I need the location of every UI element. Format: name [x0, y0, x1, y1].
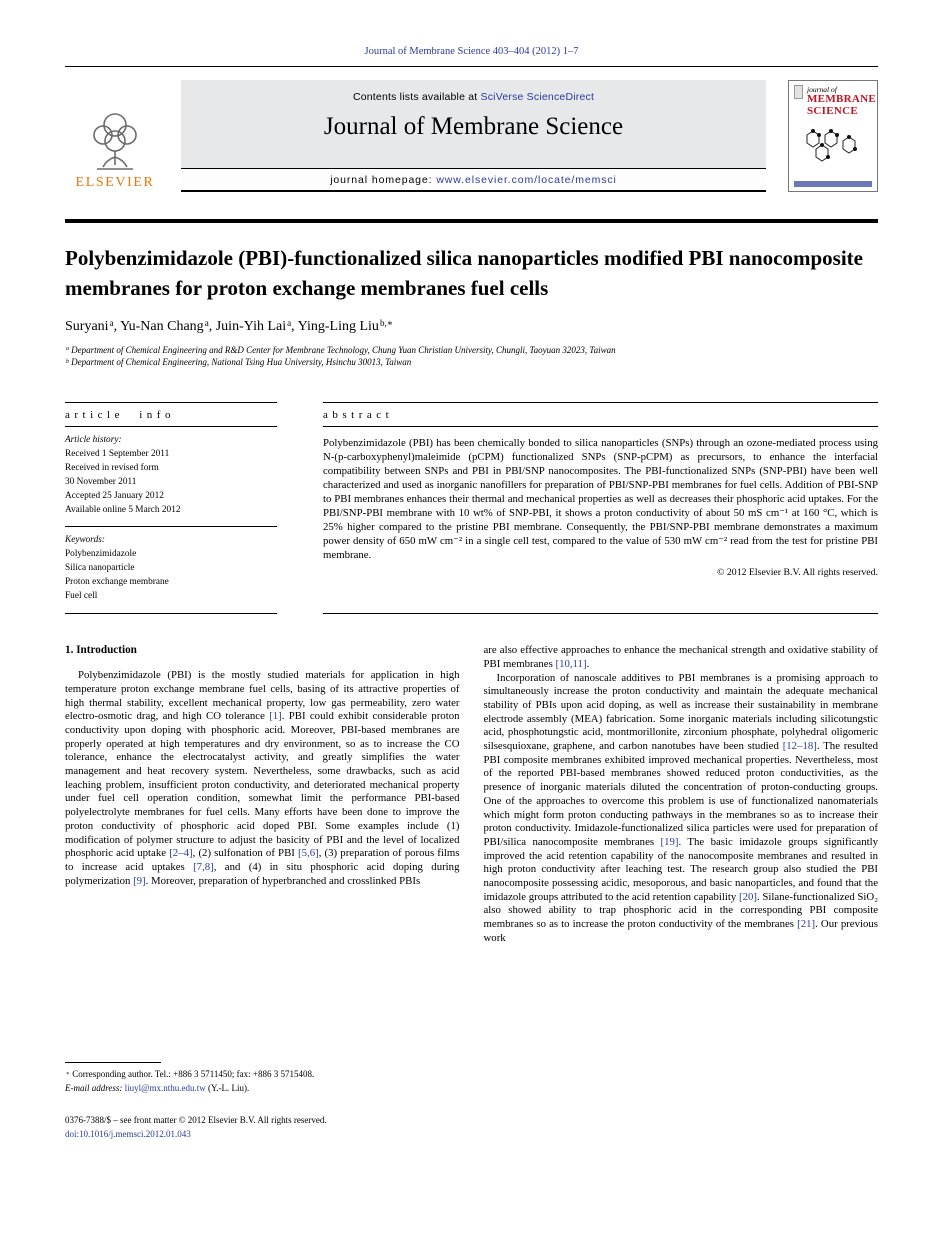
- info-bottom-rule: [65, 613, 277, 614]
- article-title: Polybenzimidazole (PBI)-functionalized silica nanoparticles modified PBI nanocomposite membranes for proton exchange membranes fuel cells: [65, 246, 863, 300]
- cover-membrane: MEMBRANE: [807, 93, 877, 105]
- history-line: Available online 5 March 2012: [65, 504, 181, 515]
- body-column-right: [484, 644, 879, 1096]
- footnote-block: [65, 1050, 460, 1096]
- author-affiliation-sup: a: [204, 317, 209, 328]
- citation-link[interactable]: [19]: [660, 835, 679, 848]
- keywords-label: Keywords:: [65, 535, 105, 546]
- corresponding-author-text: Corresponding author. Tel.: +886 3 5711450; fax: +886 3 5715408.: [72, 1069, 315, 1080]
- imprint-block: [65, 1114, 878, 1142]
- author-affiliation-sup: a: [287, 317, 292, 328]
- intro-paragraph-1: Polybenzimidazole (PBI) is the mostly studied materials for application in high temperature proton exchange membrane fuel cells, basing of its attractive properties of high thermal stability, excellent mechanical property, low gas permeability, zero water electro-osmotic drag, and high CO tolerance [1]. PBI could exhibit considerable proton conductivity upon doping with phosphoric acid. Moreover, PBI-based membranes are properly operated at high temperatures and dry environment, so as to increase the CO tolerance, enhance the electrocatalyst activity, and greatly simplifies the water management and heat recovery system. Nevertheless, some drawbacks, such as acid leaching problem, insufficient proton conductivity, and deteriorated mechanical property under fuel cell operation condition, somewhat limit the performance PBI-based polyelectrolyte membranes for fuel cells. Many efforts have been done to improve the proton conductivity of phosphoric acid doped PBI. Some examples include (1) modification of polymer structure to adjust the basicity of PBI and the level of localized phosphoric acid uptake [2–4], (2) sulfonation of PBI [5,6], (3) preparation of porous films to increase acid uptakes [7,8], and (4) in situ phosphoric acid doping during polymerization [9]. Moreover, preparation of hyperbranched and crosslinked PBIs: [65, 669, 460, 887]
- cover-elsevier-mark-icon: [794, 85, 803, 99]
- intro-paragraph-2: Incorporation of nanoscale additives to PBI membranes is a promising approach to simultaneously increase the proton conductivity and maintain the adequate mechanical stability of PBIs upon acid doping, as well as increase their sustainability in membrane electrode assembly (MEA) fabrication. Some inorganic materials including silicotungstic acid, phosphotungstic acid, montmorillonite, zirconium phosphate, polyhedral oligomeric silsesquioxane, graphene, and carbon nanotubes have been studied [12–18]. The resulted PBI composite membranes exhibited improved mechanical properties. Nevertheless, most of the reported PBI-based membranes showed reduced proton conductivities, as the presence of inorganic materials diluted the concentration of proton-conducting groups. One of the approaches to overcome this problem is use of functionalized nanomaterials which might form proton conducting pathways in the membranes so as to increase their proton conductivity. Imidazole-functionalized silica particles were used for preparation of PBI/silica nanocomposite membranes [19]. The basic imidazole groups significantly improved the acid retention capability of the nanocomposite membranes and resulted in high proton conductivity after leaching test. The research group also studied the PBI nanocomposite possessing acidic, mesoporous, and basic nanoparticles, and found that the imidazole groups attributed to the acid retention capability [20]. Silane-functionalized SiO₂ also showed ability to trap phosphoric acid in the corresponding PBI composite membranes so as to increase the proton conductivity of the membranes [21]. Our previous work: [483, 671, 878, 944]
- citation-link[interactable]: [12–18]: [782, 740, 817, 753]
- abstract-column: [323, 402, 878, 614]
- keyword: Proton exchange membrane: [65, 577, 169, 588]
- journal-banner-title: Journal of Membrane Science: [323, 113, 624, 140]
- cover-header: [794, 85, 877, 118]
- cover-footer-band: [794, 181, 872, 187]
- homepage-band: [181, 168, 766, 192]
- article-history-block: [65, 427, 277, 527]
- author-line: Suryani$^a$, Yu-Nan Chang$^a$, Juin-Yih Lai$^a$, Ying-Ling Liu$^{b,∗}$: [65, 317, 393, 334]
- contents-prefix: Contents lists available at: [352, 91, 481, 103]
- footnote-rule: [65, 1062, 161, 1063]
- molecule-pattern-icon: [797, 123, 869, 165]
- article-body: [65, 644, 878, 1096]
- keyword: Silica nanoparticle: [65, 563, 135, 574]
- footnote-star: ∗: [66, 1070, 70, 1077]
- history-line: Accepted 25 January 2012: [65, 490, 164, 501]
- keywords-block: [65, 527, 277, 613]
- cover-science: SCIENCE: [807, 104, 859, 117]
- info-abstract-section: [65, 402, 878, 614]
- abstract-heading: abstract: [323, 408, 394, 421]
- history-line: 30 November 2011: [65, 476, 137, 487]
- contents-line: [181, 80, 766, 103]
- journal-citation-line[interactable]: Journal of Membrane Science 403–404 (2012) 1–7: [364, 46, 579, 57]
- banner-middle: [181, 80, 766, 192]
- article-history-label: Article history:: [65, 434, 122, 445]
- corresponding-author-line: [65, 1068, 460, 1082]
- separator-bar: [65, 219, 878, 223]
- citation-link[interactable]: [7,8]: [193, 860, 214, 873]
- issn-line: 0376-7388/$ – see front matter © 2012 Elsevier B.V. All rights reserved.: [65, 1115, 327, 1126]
- citation-link[interactable]: [2–4]: [169, 847, 193, 860]
- citation-link[interactable]: [21]: [797, 918, 816, 931]
- abstract-text: Polybenzimidazole (PBI) has been chemically bonded to silica nanoparticles (SNPs) through an ozone-mediated process using N-(p-carboxyphenyl)maleimide (pCPM) functionalized SNPs (SNP-pCPM) as precursors, to enhance the interfacial compatibility between SNPs and PBI in PBI/SNP nanocomposites. The PBI-functionalized SNPs (SNP-PBI) have been well characterized and used as inorganic nanofillers for preparation of PBI/SNP-PBI membranes for fuel cells. Addition of PBI-SNP to PBI membranes enhances their thermal and mechanical properties as well as decreases their phosphoric acid uptakes. For the PBI/SNP-PBI membrane with 10 wt% of SNP-PBI, it shows a proton conductivity of about 50 mS cm⁻¹ at 160 °C, which is 25% higher compared to the pristine PBI membrane. Consequently, the PBI/SNP-PBI membrane demonstrates a maximum power density of 650 mW cm⁻² in a single cell test, compared to the value of 530 mW cm⁻² read from the test for pristine PBI membrane.: [323, 436, 878, 562]
- abstract-heading-rule: [323, 426, 878, 427]
- keyword: Fuel cell: [65, 591, 98, 602]
- author-affiliation-sup: b,∗: [379, 317, 393, 328]
- doi-link[interactable]: doi:10.1016/j.memsci.2012.01.043: [65, 1129, 191, 1140]
- affiliations: [65, 344, 878, 369]
- author-affiliation-sup: a: [109, 317, 114, 328]
- journal-banner: [65, 80, 878, 192]
- history-line: Received in revised form: [65, 462, 159, 473]
- email-label: E-mail address:: [65, 1083, 125, 1094]
- homepage-label: journal homepage:: [330, 174, 437, 186]
- elsevier-logo: [65, 80, 165, 192]
- section-heading-introduction: 1. Introduction: [65, 644, 137, 657]
- affiliation-a-sup: a: [66, 346, 69, 352]
- affiliation-b-text: Department of Chemical Engineering, National Tsing Hua University, Hsinchu 30013, Taiwan: [68, 357, 412, 368]
- citation-link[interactable]: [5,6]: [298, 847, 319, 860]
- history-line: Received 1 September 2011: [65, 448, 170, 459]
- email-link[interactable]: liuyl@mx.nthu.edu.tw: [124, 1083, 206, 1094]
- cover-titles: [807, 85, 876, 118]
- cover-journal-of: journal of: [807, 85, 837, 94]
- email-line: E-mail address: liuyl@mx.nthu.edu.tw (Y.-L. Liu).: [65, 1083, 250, 1094]
- citation-link[interactable]: [20]: [738, 890, 757, 903]
- masthead-rule: [65, 66, 878, 67]
- article-info-column: [65, 402, 277, 614]
- elsevier-wordmark: ELSEVIER: [75, 175, 155, 190]
- intro-paragraph-1-continued: are also effective approaches to enhance the mechanical strength and oxidative stability of PBI membranes [10,11].: [483, 644, 878, 670]
- abstract-bottom-rule: [323, 613, 878, 614]
- sciencedirect-link[interactable]: SciVerse ScienceDirect: [480, 91, 595, 103]
- homepage-link[interactable]: www.elsevier.com/locate/memsci: [436, 174, 617, 186]
- keyword: Polybenzimidazole: [65, 549, 137, 560]
- journal-cover-thumbnail: [788, 80, 878, 192]
- elsevier-tree-icon: [84, 108, 146, 174]
- affiliation-a-text: Department of Chemical Engineering and R&D Center for Membrane Technology, Chung Yuan Christian University, Chungli, Taoyuan 32023, Taiwan: [68, 344, 616, 355]
- copyright-line: © 2012 Elsevier B.V. All rights reserved.: [717, 567, 878, 579]
- affiliation-b: [65, 356, 878, 369]
- affiliation-b-sup: b: [66, 358, 69, 365]
- citation-link[interactable]: [9]: [133, 874, 146, 887]
- article-info-heading: article info: [65, 408, 175, 421]
- body-column-left: [65, 644, 460, 1096]
- affiliation-a: [65, 344, 878, 357]
- citation-link[interactable]: [10,11]: [555, 657, 587, 670]
- citation-link[interactable]: [1]: [269, 710, 282, 723]
